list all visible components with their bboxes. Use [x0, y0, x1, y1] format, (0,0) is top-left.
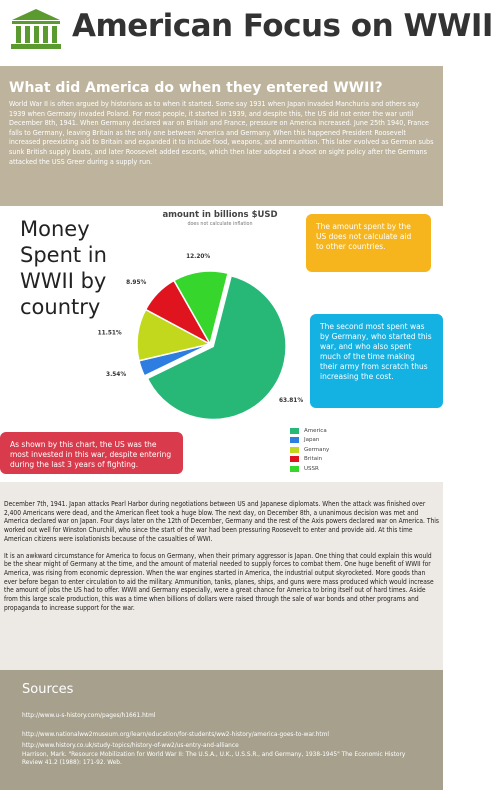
- sources-section: [0, 670, 443, 790]
- callout-germany: The second most spent was by Germany, who started this war, and who also spent much of the time making their army from scratch thus increasing the cost.: [310, 314, 443, 408]
- legend-label: USSR: [304, 465, 319, 472]
- callout-us-aid: The amount spent by the US does not calculate aid to other countries.: [306, 214, 431, 272]
- intro-body: World War II is often argued by historians as to when it started. Some say 1931 when Japan invaded Manchuria and others say 1939 when Germany invaded Poland. For most people, it started in 1939, and despite this, the US did not enter the war until December 8th, 1941. When Germany declared war on Britain and France, pressure on America increased. June 25th 1940, France falls to Germany, leaving Britain as the only one between America and Germany. When this happened President Roosevelt increased preexisting aid to Britain and expanded it to include food, weapons, and ammunition. This later evolved as German subs sunk British supply boats, and later Roosevelt added escorts, which then later adopted a shoot on sight policy after the Germans attacked the USS Greer during a supply run.: [9, 99, 434, 166]
- pie-label-japan: 3.54%: [106, 371, 127, 378]
- legend-item-america: [290, 426, 329, 436]
- chart-section: [0, 206, 443, 482]
- pie-label-america: 63.81%: [278, 398, 304, 405]
- legend-label: Germany: [304, 446, 330, 453]
- legend-item-japan: [290, 436, 329, 446]
- source-link[interactable]: http://www.history.co.uk/study-topics/history-of-ww2/us-entry-and-alliance: [22, 741, 239, 749]
- legend-swatch: [290, 447, 299, 453]
- header: [0, 0, 493, 66]
- source-citation: Harrison, Mark. "Resource Mobilization for World War II: The U.S.A., U.K., U.S.S.R., and Germany, 1938-1945" The Economic History Review 41.2 (1988): 171-92. Web.: [22, 749, 406, 766]
- legend-swatch: [290, 437, 299, 443]
- chart-title: amount in billions $USD: [162, 210, 278, 220]
- pie-label-ussr: 12.20%: [186, 253, 211, 260]
- legend-label: America: [304, 427, 327, 434]
- intro-section: [0, 66, 443, 206]
- paragraph-pearl-harbor: December 7th, 1941. Japan attacks Pearl Harbor during negotiations between US and Japanese diplomats. When the attack was finished over 2,400 Americans were dead, and the American fleet took a huge blow. The next day, on December 8th, a unanimous decision was met and America declared war on Japan. Four days later on the 12th of December, Germany and the rest of the Axis powers declared war on America. This worked out well for Winston Churchill, who since the start of the war had been pressuring Roosevelt to enter and provide aid. At this time American citizens were isolationists because of the casualties of WWI.: [4, 500, 439, 543]
- site-title: American Focus on WWII: [72, 8, 493, 44]
- source-link[interactable]: http://www.u-s-history.com/pages/h1661.html: [22, 711, 156, 719]
- sources-title: Sources: [22, 682, 74, 697]
- legend-item-ussr: [290, 464, 329, 474]
- legend-item-germany: [290, 445, 329, 455]
- callout-us-invested: As shown by this chart, the US was the most invested in this war, despite entering during the last 3 years of fighting.: [0, 432, 183, 474]
- legend-swatch: [290, 456, 299, 462]
- chart-subtitle: does not calculate inflation: [187, 222, 253, 227]
- pie-label-germany: 11.51%: [97, 330, 122, 337]
- pie-label-britain: 8.95%: [126, 279, 147, 286]
- paragraph-focus-germany: It is an awkward circumstance for America to focus on Germany, when their primary aggressor is Japan. One thing that could explain this would be the shear might of Germany at the time, and the amount of material needed to supply forces to combat them. One huge benefit of WWII for America, was rising from economic depression. When the war engines started in America, the industrial output skyrocketed. More goods than ever before began to enter circulation to aid the military. Ammunition, tanks, planes, ships, and guns were mass produced which would increase the amount of jobs the US had to offer. WWII and Germany especially, were a great chance for America to bring itself out of hard times. Aside from this large scale production, this was a time when billions of dollars were raised through the sale of war bonds and other programs and propaganda to increase support for the war.: [4, 551, 434, 612]
- museum-columns-icon: [10, 8, 62, 50]
- legend-label: Britain: [304, 456, 323, 463]
- legend-swatch: [290, 466, 299, 472]
- intro-title: What did America do when they entered WWII?: [9, 80, 383, 96]
- source-link[interactable]: http://www.nationalww2museum.org/learn/education/for-students/ww2-history/america-goes-to-war.html: [22, 729, 330, 738]
- text-section: [0, 482, 443, 670]
- chart-heading: Money Spent in WWII by country: [20, 217, 107, 319]
- chart-legend: [290, 426, 329, 474]
- legend-swatch: [290, 428, 299, 434]
- legend-item-britain: [290, 455, 329, 465]
- legend-label: Japan: [304, 437, 320, 444]
